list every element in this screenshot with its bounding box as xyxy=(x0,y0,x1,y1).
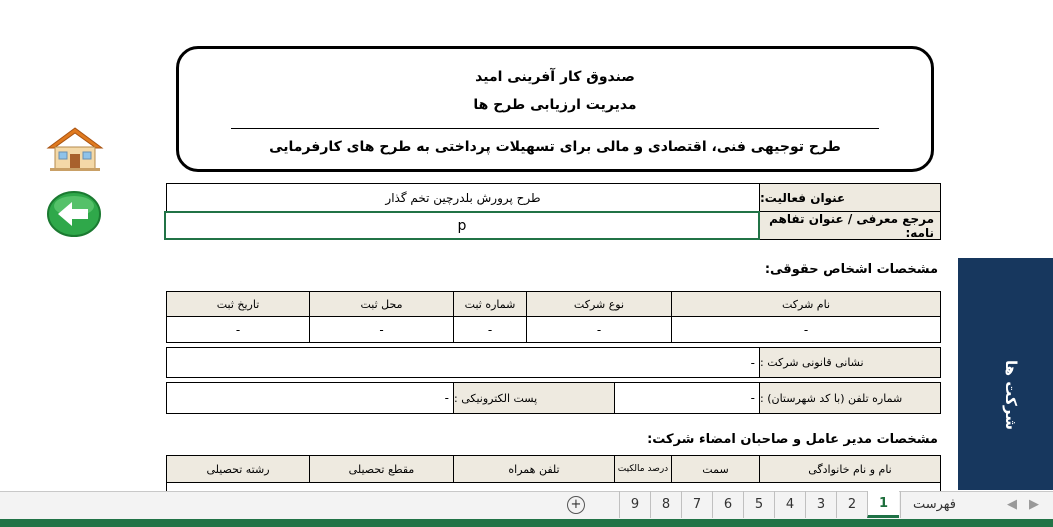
col-header-full-name: نام و نام خانوادگی xyxy=(759,455,941,483)
phone-label: شماره تلفن (با کد شهرستان) : xyxy=(759,382,941,414)
report-header-box xyxy=(176,46,934,172)
reference-value-selected-cell[interactable]: p xyxy=(164,211,760,240)
reg-date-value[interactable]: - xyxy=(166,316,310,343)
address-value[interactable]: - xyxy=(166,347,760,378)
sheet-tab-6[interactable]: 6 xyxy=(712,491,743,518)
home-icon[interactable] xyxy=(46,126,104,172)
sheet-tab-3[interactable]: 3 xyxy=(805,491,836,518)
reg-number-value[interactable]: - xyxy=(453,316,527,343)
add-sheet-button[interactable] xyxy=(562,491,590,518)
sheet-tab-index[interactable]: فهرست xyxy=(900,491,968,518)
reference-label: مرجع معرفی / عنوان تفاهم نامه: xyxy=(759,211,941,240)
sheet-tab-1[interactable]: 1 xyxy=(867,491,899,518)
col-header-reg-date: تاریخ ثبت xyxy=(166,291,310,317)
address-label: نشانی قانونی شرکت : xyxy=(759,347,941,378)
col-header-company-type: نوع شرکت xyxy=(526,291,672,317)
scroll-right-arrow-icon[interactable]: ▶ xyxy=(1029,497,1039,512)
legal-section-title: مشخصات اشخاص حقوقی: xyxy=(764,262,938,277)
sheet-tab-2[interactable]: 2 xyxy=(836,491,867,518)
header-divider xyxy=(231,128,879,129)
col-header-mobile: تلفن همراه xyxy=(453,455,615,483)
header-line-2: مدیریت ارزیابی طرح ها xyxy=(473,97,637,113)
activity-title-value[interactable]: طرح پرورش بلدرچین تخم گذار xyxy=(166,183,760,212)
col-header-field-of-study: رشته تحصیلی xyxy=(166,455,310,483)
managers-section-title: مشخصات مدیر عامل و صاحبان امضاء شرکت: xyxy=(647,432,938,447)
company-name-value[interactable]: - xyxy=(671,316,941,343)
sheet-tab-9[interactable]: 9 xyxy=(619,491,650,518)
company-type-value[interactable]: - xyxy=(526,316,672,343)
companies-sidebar-label[interactable]: شرکت ها xyxy=(1002,360,1020,430)
col-header-reg-place: محل ثبت xyxy=(309,291,454,317)
reg-place-value[interactable]: - xyxy=(309,316,454,343)
sheet-tab-5[interactable]: 5 xyxy=(743,491,774,518)
header-line-1: صندوق کار آفرینی امید xyxy=(475,69,635,85)
col-header-ownership-percent: درصد مالکیت xyxy=(614,455,672,483)
email-value[interactable]: - xyxy=(166,382,454,414)
sheet-tab-8[interactable]: 8 xyxy=(650,491,681,518)
sheet-tab-4[interactable]: 4 xyxy=(774,491,805,518)
col-header-position: سمت xyxy=(671,455,760,483)
back-arrow-icon[interactable] xyxy=(46,190,102,238)
scroll-left-arrow-icon[interactable]: ◀ xyxy=(1007,497,1017,512)
phone-value[interactable]: - xyxy=(614,382,760,414)
col-header-company-name: نام شرکت xyxy=(671,291,941,317)
email-label: پست الکترونیکی : xyxy=(453,382,615,414)
status-bar xyxy=(0,519,1053,527)
header-line-3: طرح توجیهی فنی، اقتصادی و مالی برای تسهیلات پرداختی به طرح های کارفرمایی xyxy=(269,139,841,155)
add-sheet-plus-icon: + xyxy=(567,496,585,514)
sheet-tab-7[interactable]: 7 xyxy=(681,491,712,518)
col-header-reg-number: شماره ثبت xyxy=(453,291,527,317)
col-header-education-level: مقطع تحصیلی xyxy=(309,455,454,483)
activity-title-label: عنوان فعالیت: xyxy=(759,183,941,212)
